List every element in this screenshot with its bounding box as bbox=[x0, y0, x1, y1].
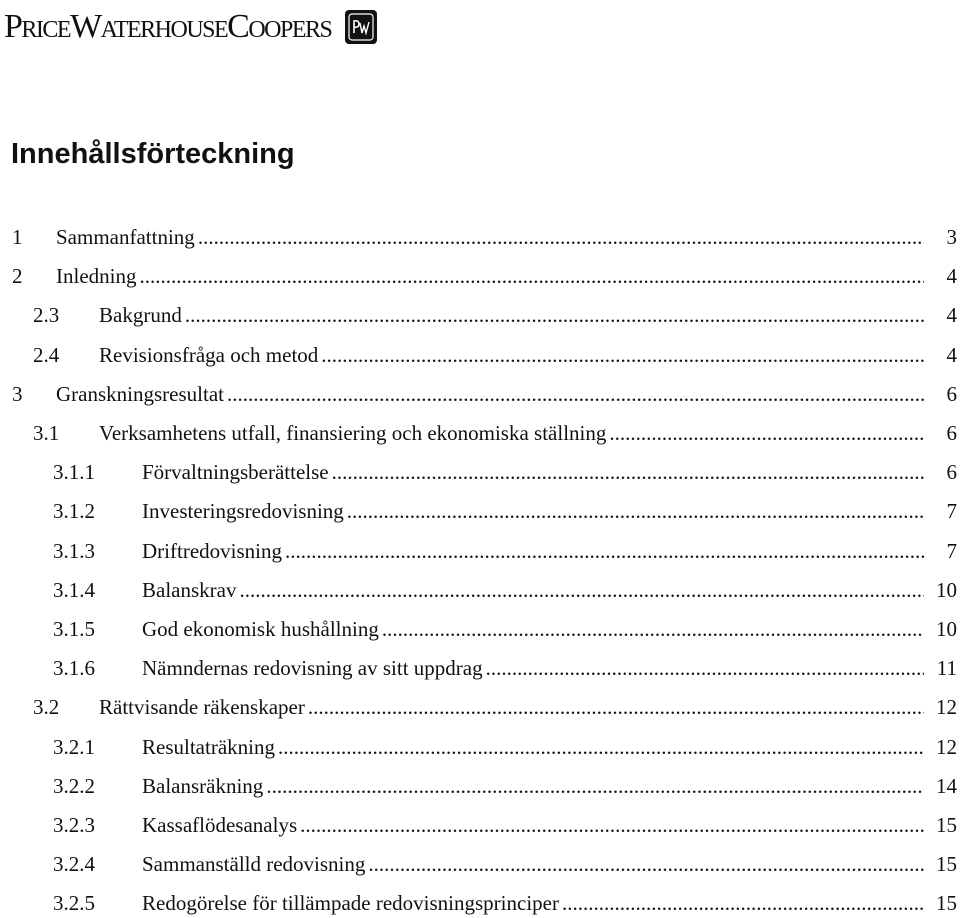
toc-entry-number: 3.2.5 bbox=[53, 891, 95, 915]
toc-entry[interactable] bbox=[0, 810, 960, 840]
toc-entry-number: 2.4 bbox=[33, 343, 60, 367]
toc-entry-label[interactable]: Driftredovisning bbox=[142, 539, 282, 563]
dot-leader bbox=[368, 849, 924, 879]
dot-leader bbox=[347, 496, 924, 526]
toc-entry-label[interactable]: Bakgrund bbox=[99, 303, 182, 327]
toc-title: Innehållsförteckning bbox=[11, 138, 295, 170]
dot-leader bbox=[382, 614, 924, 644]
toc-entry[interactable] bbox=[0, 222, 960, 252]
toc-entry-label[interactable]: Redogörelse för tillämpade redovisningsprinciper bbox=[142, 891, 559, 915]
toc-entry-number: 3.1.4 bbox=[53, 578, 95, 602]
toc-entry-label[interactable]: Balanskrav bbox=[142, 578, 237, 602]
dot-leader bbox=[321, 340, 924, 370]
toc-entry-label[interactable]: Inledning bbox=[56, 264, 137, 288]
dot-leader bbox=[332, 457, 924, 487]
toc-entry-number: 3.2 bbox=[33, 695, 60, 719]
toc-entry-page-number[interactable]: 6 bbox=[946, 460, 957, 484]
company-logo: PriceWaterhouseCoopers bbox=[4, 8, 332, 45]
toc-entry-label[interactable]: Verksamhetens utfall, finansiering och ekonomiska ställning bbox=[99, 421, 607, 445]
toc-entry[interactable] bbox=[0, 888, 960, 918]
toc-entry-page-number[interactable]: 6 bbox=[946, 382, 957, 406]
toc-entry-number: 3.2.1 bbox=[53, 735, 95, 759]
dot-leader bbox=[266, 771, 924, 801]
toc-entry[interactable] bbox=[0, 496, 960, 526]
dot-leader bbox=[562, 888, 924, 918]
toc-entry-number: 3.1 bbox=[33, 421, 60, 445]
toc-entry[interactable] bbox=[0, 653, 960, 683]
dot-leader bbox=[239, 575, 924, 605]
toc-entry-label[interactable]: Sammanfattning bbox=[56, 225, 195, 249]
toc-entry-number: 1 bbox=[12, 225, 23, 249]
toc-entry-label[interactable]: Rättvisande räkenskaper bbox=[99, 695, 305, 719]
toc-entry[interactable] bbox=[0, 261, 960, 291]
toc-entry-label[interactable]: Förvaltningsberättelse bbox=[142, 460, 329, 484]
toc-entry-number: 3.1.1 bbox=[53, 460, 95, 484]
toc-entry-number: 3.2.4 bbox=[53, 852, 95, 876]
toc-entry-label[interactable]: Nämndernas redovisning av sitt uppdrag bbox=[142, 656, 483, 680]
toc-entry-number: 3.1.2 bbox=[53, 499, 95, 523]
seal-monogram-icon bbox=[348, 13, 374, 41]
dot-leader bbox=[185, 300, 924, 330]
dot-leader bbox=[300, 810, 924, 840]
toc-entry-page-number[interactable]: 4 bbox=[946, 343, 957, 367]
toc-entry-number: 2.3 bbox=[33, 303, 60, 327]
toc-entry[interactable] bbox=[0, 536, 960, 566]
toc-entry[interactable] bbox=[0, 340, 960, 370]
toc-entry-page-number[interactable]: 15 bbox=[936, 852, 957, 876]
toc-entry-number: 3 bbox=[12, 382, 23, 406]
toc-entry-page-number[interactable]: 7 bbox=[946, 499, 957, 523]
toc-entry[interactable] bbox=[0, 849, 960, 879]
toc-entry-label[interactable]: Investeringsredovisning bbox=[142, 499, 344, 523]
toc-entry-label[interactable]: God ekonomisk hushållning bbox=[142, 617, 379, 641]
toc-entry[interactable] bbox=[0, 418, 960, 448]
toc-entry-page-number[interactable]: 14 bbox=[936, 774, 957, 798]
toc-entry-page-number[interactable]: 6 bbox=[946, 421, 957, 445]
page-header bbox=[4, 4, 377, 50]
toc-entry-page-number[interactable]: 4 bbox=[946, 264, 957, 288]
toc-entry[interactable] bbox=[0, 300, 960, 330]
toc-entry-label[interactable]: Revisionsfråga och metod bbox=[99, 343, 319, 367]
toc-entry-label[interactable]: Granskningsresultat bbox=[56, 382, 224, 406]
toc-entry-page-number[interactable]: 7 bbox=[946, 539, 957, 563]
toc-entry-page-number[interactable]: 10 bbox=[936, 617, 957, 641]
dot-leader bbox=[609, 418, 924, 448]
toc-entry-number: 3.2.3 bbox=[53, 813, 95, 837]
toc-entry[interactable] bbox=[0, 575, 960, 605]
toc-entry[interactable] bbox=[0, 379, 960, 409]
company-seal-icon bbox=[345, 10, 377, 44]
toc-entry-number: 3.1.6 bbox=[53, 656, 95, 680]
toc-entry-label[interactable]: Kassaflödesanalys bbox=[142, 813, 298, 837]
toc-entry-number: 3.1.5 bbox=[53, 617, 95, 641]
toc-entry-page-number[interactable]: 10 bbox=[936, 578, 957, 602]
dot-leader bbox=[486, 653, 924, 683]
toc-entry[interactable] bbox=[0, 771, 960, 801]
dot-leader bbox=[198, 222, 924, 252]
toc-entry-page-number[interactable]: 12 bbox=[936, 695, 957, 719]
toc-entry-page-number[interactable]: 15 bbox=[936, 813, 957, 837]
dot-leader bbox=[285, 536, 924, 566]
toc-entry-number: 3.1.3 bbox=[53, 539, 95, 563]
toc-entry-page-number[interactable]: 15 bbox=[936, 891, 957, 915]
toc-entry-page-number[interactable]: 3 bbox=[946, 225, 957, 249]
toc-entry-label[interactable]: Balansräkning bbox=[142, 774, 264, 798]
toc-entry[interactable] bbox=[0, 732, 960, 762]
toc-entry-page-number[interactable]: 4 bbox=[946, 303, 957, 327]
toc-entry[interactable] bbox=[0, 614, 960, 644]
toc-entry-label[interactable]: Resultaträkning bbox=[142, 735, 275, 759]
dot-leader bbox=[139, 261, 924, 291]
toc-entry[interactable] bbox=[0, 457, 960, 487]
toc-entry-number: 2 bbox=[12, 264, 23, 288]
toc-entry-page-number[interactable]: 11 bbox=[936, 656, 957, 680]
toc-entry[interactable] bbox=[0, 692, 960, 722]
dot-leader bbox=[308, 692, 924, 722]
dot-leader bbox=[278, 732, 924, 762]
dot-leader bbox=[227, 379, 924, 409]
toc-entry-number: 3.2.2 bbox=[53, 774, 95, 798]
toc-entry-page-number[interactable]: 12 bbox=[936, 735, 957, 759]
toc-entry-label[interactable]: Sammanställd redovisning bbox=[142, 852, 366, 876]
